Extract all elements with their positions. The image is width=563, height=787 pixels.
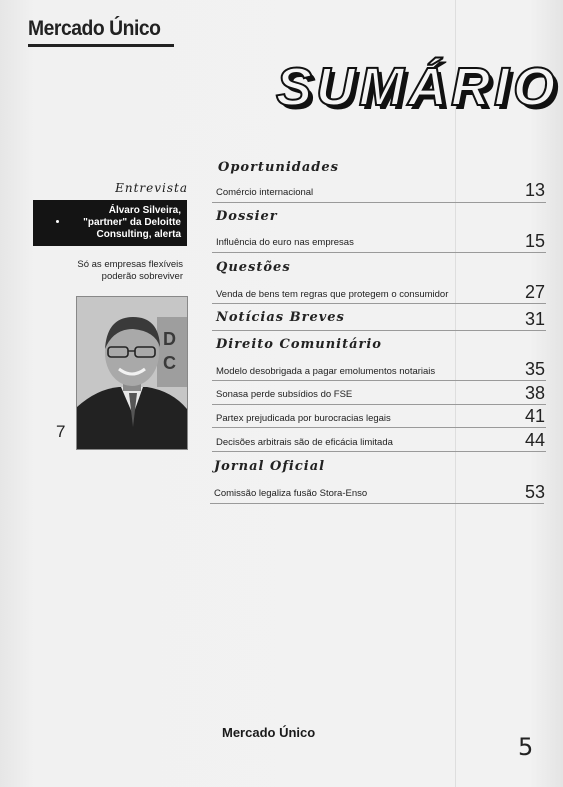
section-direito-comunitario: Direito Comunitário — [216, 337, 382, 352]
toc-item-page: 35 — [524, 359, 545, 379]
tagline-line: Só as empresas flexíveis — [77, 259, 183, 270]
contents-heading: SUMÁRIO — [276, 57, 559, 117]
interview-section-label: Entrevista — [115, 181, 188, 195]
toc-item-title: Influência do euro nas empresas — [216, 237, 354, 248]
toc-item-title: Modelo desobrigada a pagar emolumentos notariais — [216, 366, 436, 377]
interview-headline-line: Consulting, alerta — [96, 229, 181, 240]
interview-page-number: 7 — [56, 422, 66, 441]
toc-item-page: 31 — [524, 309, 545, 329]
title-underline — [28, 44, 174, 47]
divider — [212, 202, 546, 203]
divider — [212, 330, 546, 331]
svg-text:D: D — [163, 329, 176, 349]
section-oportunidades: Oportunidades — [218, 160, 339, 175]
interview-portrait-photo — [76, 296, 188, 450]
interview-headline-line: Álvaro Silveira, — [108, 205, 181, 216]
divider — [212, 451, 546, 452]
toc-item-page: 41 — [524, 406, 545, 426]
divider — [210, 503, 544, 504]
divider — [212, 380, 546, 381]
footer-page-number: 5 — [518, 733, 534, 761]
toc-item-title: Venda de bens tem regras que protegem o consumidor — [216, 289, 449, 300]
toc-item-page: 13 — [524, 180, 545, 200]
toc-item-title: Decisões arbitrais são de eficácia limitada — [216, 437, 393, 448]
toc-item-title: Comissão legaliza fusão Stora-Enso — [214, 488, 368, 499]
toc-item-page: 15 — [524, 231, 545, 251]
toc-item-page: 27 — [524, 282, 545, 302]
section-noticias-breves: Notícias Breves — [216, 310, 345, 325]
interview-headline-line: "partner" da Deloitte — [83, 217, 181, 228]
decorative-dot — [56, 220, 59, 223]
magazine-title: Mercado Único — [28, 17, 161, 40]
toc-item-title: Partex prejudicada por burocracias legais — [216, 413, 391, 424]
interview-tagline — [33, 259, 183, 283]
footer-magazine-title: Mercado Único — [222, 725, 316, 740]
toc-item-title: Comércio internacional — [216, 187, 314, 198]
divider — [212, 303, 546, 304]
toc-item-title: Sonasa perde subsídios do FSE — [216, 389, 353, 400]
toc-item-page: 38 — [524, 383, 545, 403]
toc-item-page: 44 — [524, 430, 545, 450]
divider — [212, 427, 546, 428]
portrait-illustration — [77, 297, 187, 449]
svg-text:C: C — [163, 353, 176, 373]
tagline-line: poderão sobreviver — [101, 271, 183, 282]
scan-line — [455, 0, 456, 787]
interview-headline-box — [33, 200, 187, 246]
divider — [212, 404, 546, 405]
section-jornal-oficial: Jornal Oficial — [214, 459, 326, 474]
section-dossier: Dossier — [216, 209, 278, 224]
toc-item-page: 53 — [524, 482, 545, 502]
divider — [212, 252, 546, 253]
section-questoes: Questões — [216, 260, 291, 275]
